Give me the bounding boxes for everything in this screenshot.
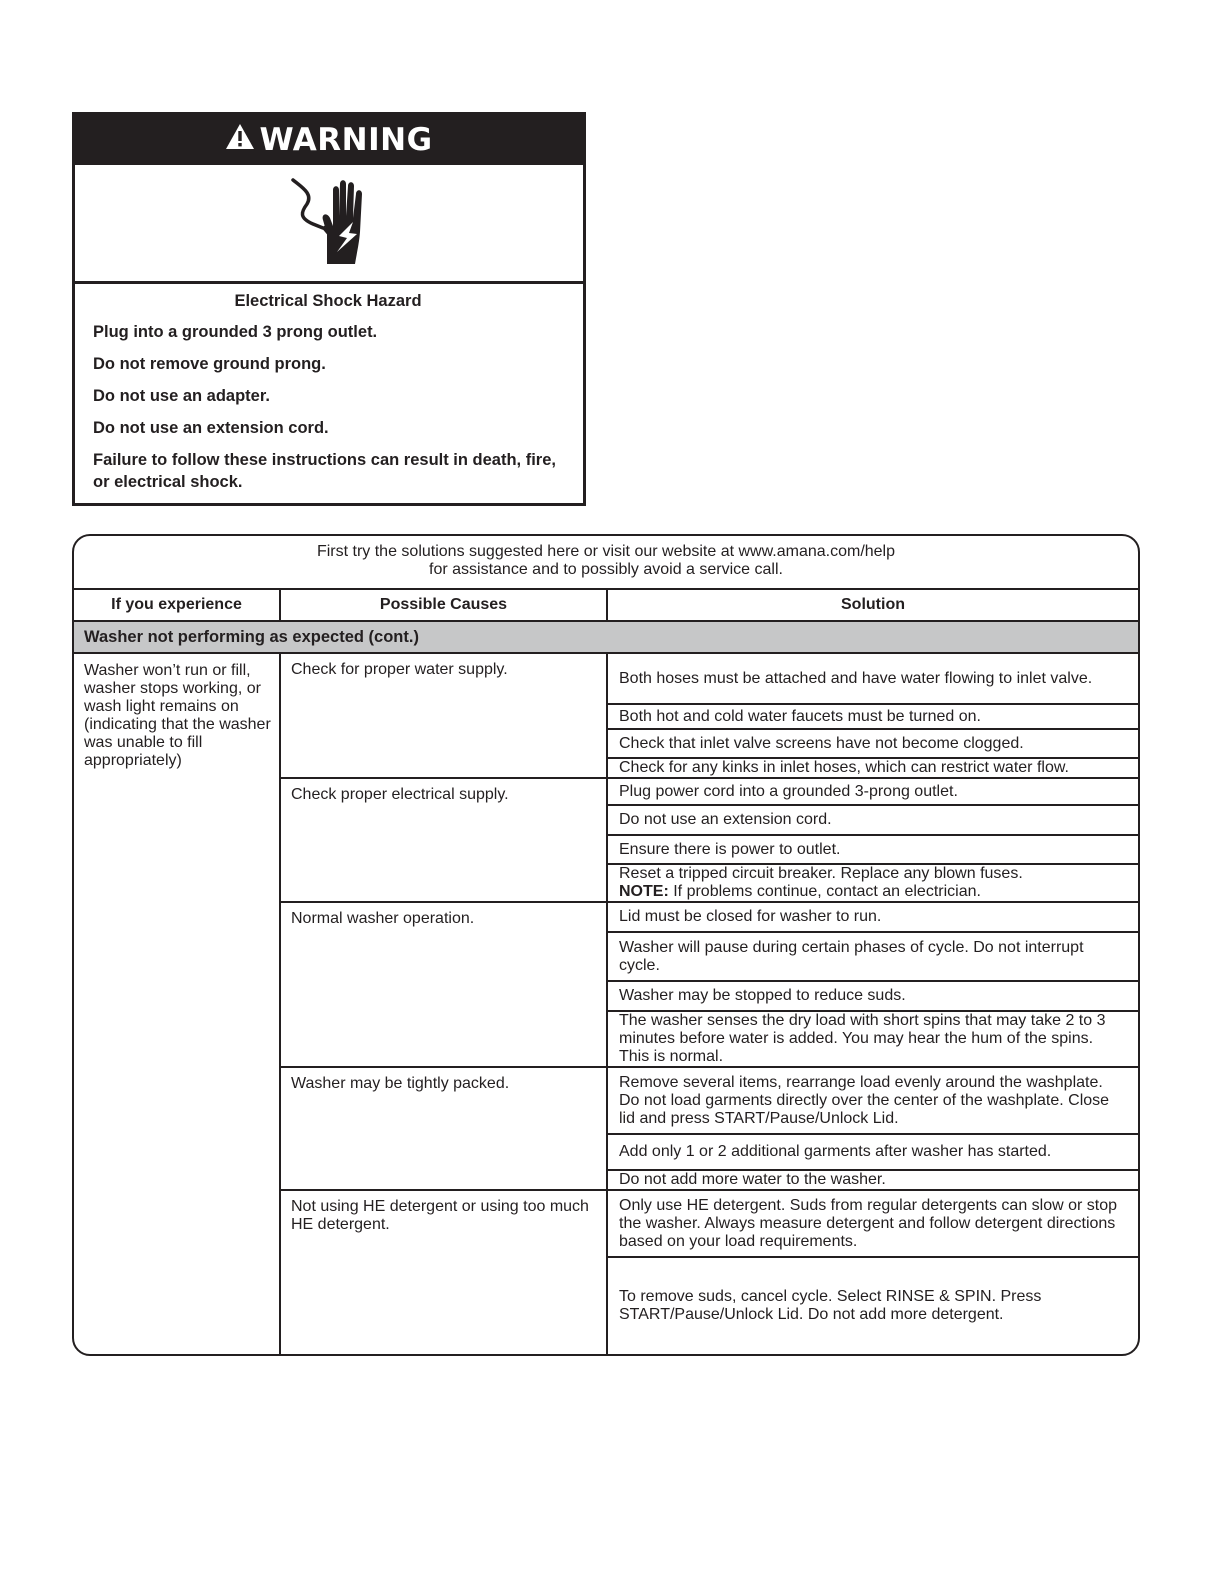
solutions-list bbox=[608, 1068, 1138, 1189]
solution-cell bbox=[608, 982, 1138, 1012]
warning-line: Do not remove ground prong. bbox=[93, 355, 326, 373]
cause-cell: Normal washer operation. bbox=[281, 903, 608, 1066]
cause-group bbox=[281, 1068, 1138, 1191]
solutions-list bbox=[608, 779, 1138, 901]
solution-text: Do not add more water to the washer. bbox=[619, 1171, 886, 1188]
cause-cell: Check proper electrical supply. bbox=[281, 779, 608, 901]
cause-group bbox=[281, 1191, 1138, 1354]
solution-cell bbox=[608, 933, 1138, 982]
warning-triangle-icon bbox=[225, 122, 255, 158]
solution-text: Both hoses must be attached and have water flowing to inlet valve. bbox=[619, 669, 1093, 687]
solutions-list bbox=[608, 903, 1138, 1066]
solution-text-with-note bbox=[619, 865, 1023, 901]
solution-text: Check for any kinks in inlet hoses, which can restrict water flow. bbox=[619, 759, 1069, 776]
solution-cell bbox=[608, 1171, 1138, 1189]
solution-cell bbox=[608, 903, 1138, 933]
solution-cell bbox=[608, 705, 1138, 730]
warning-line: Plug into a grounded 3 prong outlet. bbox=[93, 323, 378, 341]
note-text: If problems continue, contact an electrician. bbox=[668, 883, 981, 900]
solution-cell bbox=[608, 779, 1138, 806]
cause-group bbox=[281, 779, 1138, 903]
causes-solutions bbox=[281, 654, 1138, 1354]
warning-line: Do not use an adapter. bbox=[93, 387, 270, 405]
solution-cell bbox=[608, 1068, 1138, 1135]
warning-header-text: WARNING bbox=[259, 122, 433, 158]
solution-text: Lid must be closed for washer to run. bbox=[619, 908, 882, 925]
solution-text: Washer will pause during certain phases of cycle. Do not interrupt cycle. bbox=[619, 938, 1084, 974]
solutions-list bbox=[608, 1191, 1138, 1354]
table-intro bbox=[74, 536, 1138, 590]
solution-cell bbox=[608, 654, 1138, 705]
solution-cell bbox=[608, 759, 1138, 777]
solution-text: Washer may be stopped to reduce suds. bbox=[619, 987, 906, 1004]
solution-cell bbox=[608, 1191, 1138, 1258]
warning-line: Failure to follow these instructions can result in death, fire, or electrical shock. bbox=[93, 451, 556, 491]
solution-text: To remove suds, cancel cycle. Select RINSE & SPIN. Press START/Pause/Unlock Lid. Do not add more detergent. bbox=[619, 1288, 1042, 1323]
table-header-row bbox=[74, 590, 1138, 622]
cause-cell: Not using HE detergent or using too much HE detergent. bbox=[281, 1191, 608, 1354]
section-heading: Washer not performing as expected (cont.) bbox=[74, 622, 1138, 654]
cause-group bbox=[281, 654, 1138, 779]
solution-text: Plug power cord into a grounded 3-prong outlet. bbox=[619, 782, 958, 800]
solution-cell bbox=[608, 730, 1138, 759]
solution-text: Both hot and cold water faucets must be turned on. bbox=[619, 707, 981, 725]
warning-body bbox=[75, 284, 583, 493]
header-experience: If you experience bbox=[74, 590, 281, 620]
solution-text: Only use HE detergent. Suds from regular detergents can slow or stop the washer. Always measure detergent and follow detergent directions based on your load requirements. bbox=[619, 1196, 1118, 1250]
warning-title: Electrical Shock Hazard bbox=[234, 292, 422, 310]
solution-cell bbox=[608, 1135, 1138, 1171]
cause-cell: Washer may be tightly packed. bbox=[281, 1068, 608, 1189]
solution-text: Remove several items, rearrange load evenly around the washplate. Do not load garments directly over the center of the washplate. Close lid and press START/Pause/Unlock Lid. bbox=[619, 1073, 1110, 1127]
solution-cell bbox=[608, 865, 1138, 901]
intro-line: for assistance and to possibly avoid a service call. bbox=[429, 561, 783, 578]
cause-cell: Check for proper water supply. bbox=[281, 654, 608, 777]
solution-text: Reset a tripped circuit breaker. Replace any blown fuses. bbox=[619, 865, 1023, 882]
intro-line: First try the solutions suggested here or visit our website at www.amana.com/help bbox=[316, 543, 896, 560]
solution-text: The washer senses the dry load with short spins that may take 2 to 3 minutes before water is added. You may hear the hum of the spins. This is normal. bbox=[619, 1012, 1106, 1065]
warning-box bbox=[72, 112, 586, 506]
table-body bbox=[74, 654, 1138, 1354]
experience-cell: Washer won’t run or fill, washer stops working, or wash light remains on (indicating that the washer was unable to fill appropriately) bbox=[74, 654, 281, 1354]
warning-line: Do not use an extension cord. bbox=[93, 419, 329, 437]
header-causes: Possible Causes bbox=[281, 590, 608, 620]
cause-group bbox=[281, 903, 1138, 1068]
solution-text: Ensure there is power to outlet. bbox=[619, 840, 841, 858]
warning-icon-area bbox=[75, 165, 583, 284]
solution-cell bbox=[608, 1258, 1138, 1354]
warning-header bbox=[75, 115, 583, 165]
solution-text: Check that inlet valve screens have not become clogged. bbox=[619, 734, 1024, 752]
solutions-list bbox=[608, 654, 1138, 777]
solution-text: Add only 1 or 2 additional garments after washer has started. bbox=[619, 1143, 1052, 1160]
header-solution: Solution bbox=[841, 596, 905, 613]
solution-cell bbox=[608, 806, 1138, 836]
solution-text: Do not use an extension cord. bbox=[619, 811, 832, 828]
note-label: NOTE: bbox=[619, 883, 669, 900]
electrical-shock-hand-icon bbox=[279, 172, 379, 275]
solution-cell bbox=[608, 1012, 1138, 1066]
solution-cell bbox=[608, 836, 1138, 865]
troubleshooting-table bbox=[72, 534, 1140, 1356]
